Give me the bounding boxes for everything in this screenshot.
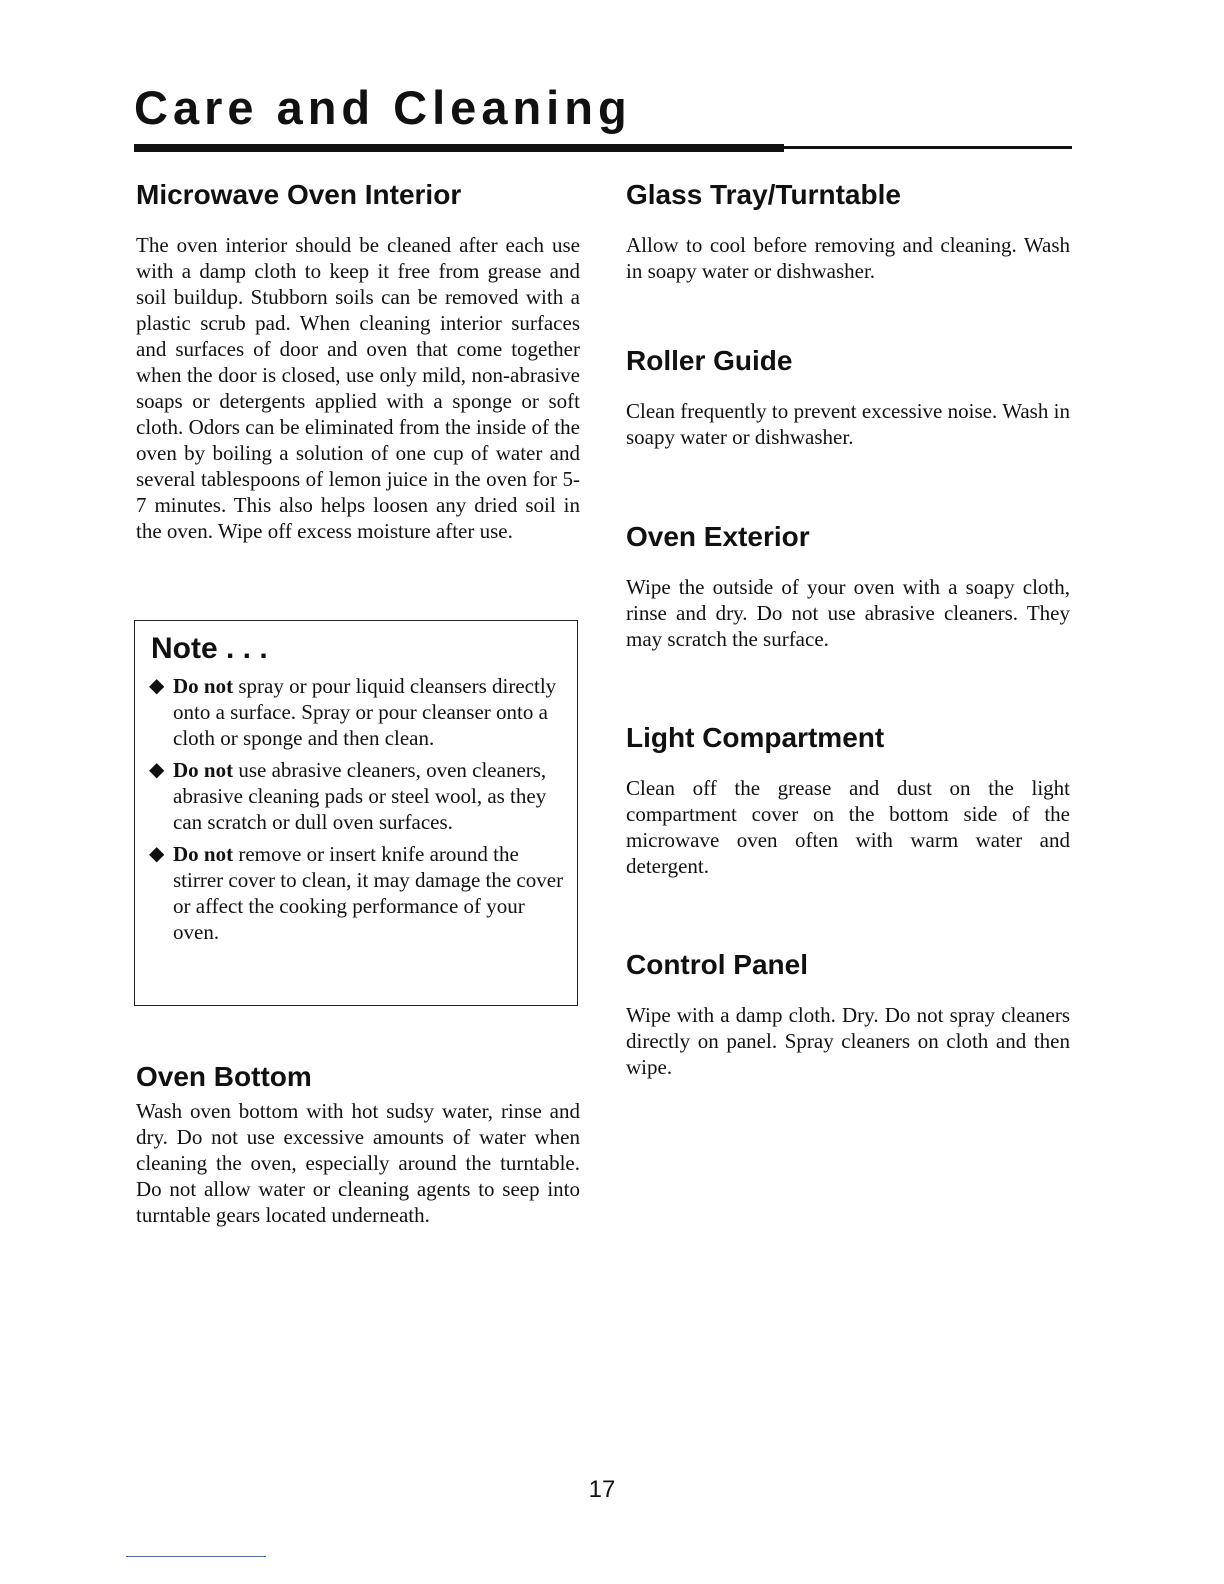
- section-roller-guide: [626, 344, 1070, 450]
- section-oven-interior: [136, 178, 580, 544]
- body-roller-guide: Clean frequently to prevent excessive noise. Wash in soapy water or dishwasher.: [626, 399, 1070, 449]
- heading-oven-interior: Microwave Oven Interior: [136, 179, 462, 210]
- heading-roller-guide: Roller Guide: [626, 345, 793, 376]
- section-control-panel: [626, 948, 1070, 1080]
- heading-oven-bottom: Oven Bottom: [136, 1061, 312, 1092]
- body-oven-interior: The oven interior should be cleaned after each use with a damp cloth to keep it free from grease and soil buildup. Stubborn soils can be removed with a plastic scrub pad. When cleaning interior surfaces and surfaces of door and oven that come together when the door is closed, use only mild, non-abrasive soaps or detergents applied with a sponge or soft cloth. Odors can be eliminated from the inside of the oven by boiling a solution of one cup of water and several tablespoons of lemon juice in the oven for 5-7 minutes. This also helps loosen any dried soil in the oven. Wipe off excess moisture after use.: [136, 233, 580, 543]
- body-glass-tray: Allow to cool before removing and cleaning. Wash in soapy water or dishwasher.: [626, 233, 1070, 283]
- note-item-lead: Do not: [173, 758, 234, 782]
- diamond-bullet-icon: ◆: [149, 843, 165, 865]
- page-number: 17: [588, 1476, 616, 1503]
- body-light-compartment: Clean off the grease and dust on the light compartment cover on the bottom side of the microwave oven often with warm water and detergent.: [626, 776, 1070, 878]
- note-box: [134, 620, 578, 1006]
- note-item-lead: Do not: [173, 842, 234, 866]
- body-oven-exterior: Wipe the outside of your oven with a soapy cloth, rinse and dry. Do not use abrasive cleaners. They may scratch the surface.: [626, 575, 1070, 651]
- diamond-bullet-icon: ◆: [149, 675, 165, 697]
- section-glass-tray: [626, 178, 1070, 284]
- footer-link-underline: [126, 1556, 266, 1557]
- note-item-text: spray or pour liquid cleansers directly onto a surface. Spray or pour cleanser onto a cloth or sponge and then clean.: [173, 674, 557, 750]
- body-control-panel: Wipe with a damp cloth. Dry. Do not spray cleaners directly on panel. Spray cleaners on cloth and then wipe.: [626, 1003, 1070, 1079]
- heading-glass-tray: Glass Tray/Turntable: [626, 179, 901, 210]
- diamond-bullet-icon: ◆: [149, 759, 165, 781]
- title-rule-thick: [134, 144, 784, 152]
- title-rule-thin: [784, 146, 1072, 149]
- page-title: Care and Cleaning: [134, 81, 632, 134]
- note-item-text: use abrasive cleaners, oven cleaners, abrasive cleaning pads or steel wool, as they can scratch or dull oven surfaces.: [173, 758, 547, 834]
- note-title: Note . . .: [151, 632, 268, 665]
- heading-control-panel: Control Panel: [626, 949, 809, 980]
- section-light-compartment: [626, 721, 1070, 879]
- note-item-lead: Do not: [173, 674, 234, 698]
- note-item: [149, 757, 567, 835]
- body-oven-bottom: Wash oven bottom with hot sudsy water, rinse and dry. Do not use excessive amounts of water when cleaning the oven, especially around the turntable. Do not allow water or cleaning agents to seep into turntable gears located underneath.: [136, 1099, 580, 1227]
- note-item-text: remove or insert knife around the stirrer cover to clean, it may damage the cover or affect the cooking performance of your oven.: [173, 842, 564, 944]
- heading-oven-exterior: Oven Exterior: [626, 521, 810, 552]
- note-item: [149, 841, 567, 945]
- note-item: [149, 673, 567, 751]
- section-oven-bottom: [136, 1060, 580, 1228]
- heading-light-compartment: Light Compartment: [626, 722, 885, 753]
- section-oven-exterior: [626, 520, 1070, 652]
- note-list: [149, 673, 567, 951]
